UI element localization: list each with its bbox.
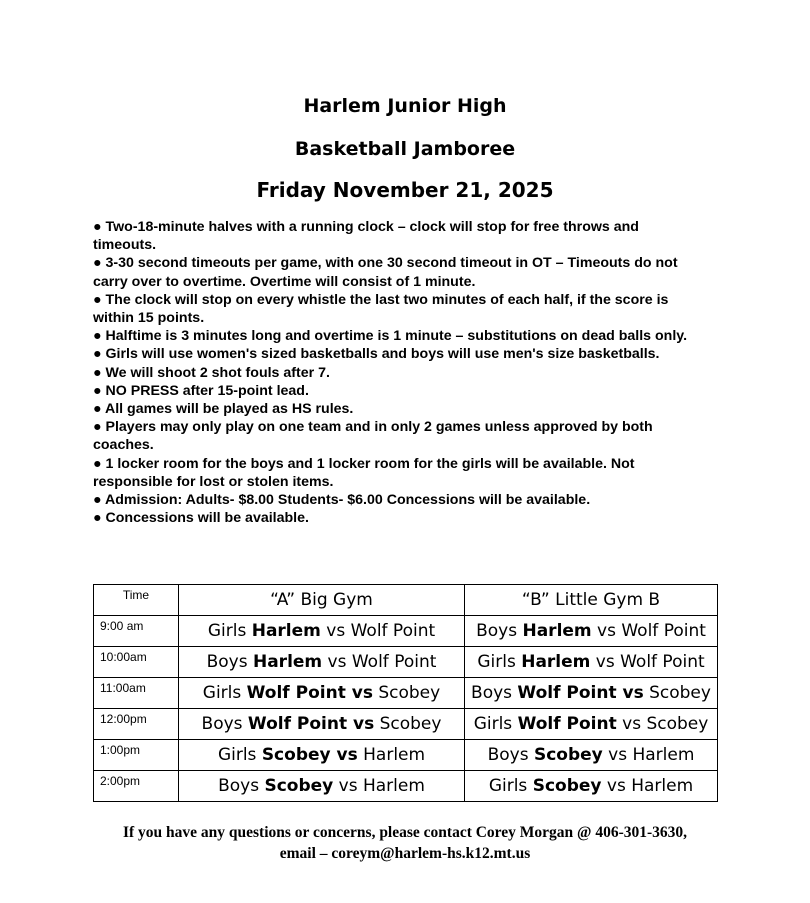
school-title: Harlem Junior High — [303, 95, 507, 117]
game-team-prefix: Girls — [217, 745, 262, 765]
gym-b-game — [465, 678, 718, 709]
game-team-suffix: vs Wolf Point — [591, 621, 706, 641]
game-team-prefix: Boys — [218, 776, 265, 796]
event-title: Basketball Jamboree — [294, 138, 516, 160]
game-team-suffix: vs Harlem — [601, 776, 694, 796]
rule-item: ● Players may only play on one team and in only 2 games unless approved by both coaches. — [93, 419, 653, 454]
game-time: 12:00pm — [94, 709, 179, 740]
game-team-bold: Wolf Point vs — [247, 714, 375, 734]
game-team-bold: Wolf Point vs — [246, 683, 373, 703]
game-team-bold: Scobey — [533, 745, 603, 765]
rule-item: ● Concessions will be available. — [93, 510, 309, 527]
table-row — [94, 709, 718, 740]
gym-a-game — [179, 647, 465, 678]
game-team-bold: Wolf Point vs — [517, 683, 644, 703]
header-gym-a: “A” Big Gym — [179, 585, 465, 616]
gym-a-game — [179, 771, 465, 802]
rule-item: ● Halftime is 3 minutes long and overtime is 1 minute – substitutions on dead balls only. — [93, 328, 688, 345]
gym-b-game — [465, 647, 718, 678]
game-time: 10:00am — [94, 647, 179, 678]
game-team-prefix: Boys — [476, 621, 523, 641]
gym-a-game — [179, 678, 465, 709]
game-team-bold: Scobey vs — [261, 745, 358, 765]
game-team-bold: Harlem — [521, 652, 591, 672]
game-team-bold: Wolf Point — [517, 714, 617, 734]
game-team-prefix: Girls — [477, 652, 522, 672]
game-team-suffix: vs Harlem — [602, 745, 695, 765]
game-team-prefix: Girls — [488, 776, 533, 796]
contact-footer — [0, 822, 810, 864]
rule-item: ● 3-30 second timeouts per game, with one 30 second timeout in OT – Timeouts do not carry over to overtime. Overtime will consist of 1 minute. — [93, 255, 678, 290]
game-team-suffix: vs Harlem — [333, 776, 425, 796]
rule-item: ● All games will be played as HS rules. — [93, 401, 354, 418]
table-row — [94, 740, 718, 771]
game-team-suffix: Scobey — [374, 714, 442, 734]
game-team-suffix: vs Wolf Point — [320, 621, 436, 641]
game-team-prefix: Boys — [201, 714, 248, 734]
gym-b-game — [465, 616, 718, 647]
gym-b-game — [465, 709, 718, 740]
game-team-bold: Harlem — [522, 621, 592, 641]
gym-a-game — [179, 709, 465, 740]
game-team-suffix: Scobey — [643, 683, 711, 703]
schedule-table — [93, 584, 718, 802]
game-team-prefix: Boys — [471, 683, 518, 703]
game-team-suffix: vs Scobey — [616, 714, 709, 734]
game-team-suffix: vs Wolf Point — [590, 652, 705, 672]
game-team-suffix: Scobey — [372, 683, 441, 703]
table-row — [94, 771, 718, 802]
game-team-suffix: Harlem — [357, 745, 426, 765]
game-team-bold: Scobey — [532, 776, 602, 796]
gym-b-game — [465, 740, 718, 771]
game-team-prefix: Boys — [206, 652, 253, 672]
game-time: 11:00am — [94, 678, 179, 709]
gym-a-game — [179, 616, 465, 647]
game-team-bold: Harlem — [252, 652, 323, 672]
game-team-prefix: Boys — [487, 745, 534, 765]
header-time: Time — [94, 585, 179, 616]
game-time: 2:00pm — [94, 771, 179, 802]
rule-item: ● NO PRESS after 15-point lead. — [93, 382, 309, 399]
header-gym-b: “B” Little Gym B — [465, 585, 718, 616]
gym-a-game — [179, 740, 465, 771]
rule-item: ● Admission: Adults- $8.00 Students- $6.00 Concessions will be available. — [93, 492, 591, 509]
gym-b-game — [465, 771, 718, 802]
game-time: 9:00 am — [94, 616, 179, 647]
table-row — [94, 616, 718, 647]
game-team-prefix: Girls — [207, 621, 252, 641]
rule-item: ● Girls will use women's sized basketballs and boys will use men's size basketballs. — [93, 346, 660, 363]
table-header-row — [94, 585, 718, 616]
game-team-suffix: vs Wolf Point — [322, 652, 437, 672]
event-date: Friday November 21, 2025 — [256, 178, 554, 202]
game-team-bold: Harlem — [251, 621, 321, 641]
table-row — [94, 647, 718, 678]
rule-item: ● The clock will stop on every whistle the last two minutes of each half, if the score is within 15 points. — [93, 291, 669, 327]
game-team-prefix: Girls — [202, 683, 247, 703]
contact-line: If you have any questions or concerns, please contact Corey Morgan @ 406-301-3630, — [122, 824, 688, 841]
game-team-prefix: Girls — [473, 714, 518, 734]
rule-item: ● 1 locker room for the boys and 1 locker room for the girls will be available. Not responsible for lost or stolen items. — [93, 455, 635, 490]
title-block — [0, 92, 810, 205]
contact-email: email – coreym@harlem-hs.k12.mt.us — [279, 845, 531, 862]
rule-item: ● We will shoot 2 shot fouls after 7. — [93, 364, 330, 381]
game-time: 1:00pm — [94, 740, 179, 771]
table-row — [94, 678, 718, 709]
game-team-bold: Scobey — [264, 776, 334, 796]
rule-item: ● Two-18-minute halves with a running clock – clock will stop for free throws and timeouts. — [93, 219, 639, 254]
rules-list — [93, 218, 693, 527]
